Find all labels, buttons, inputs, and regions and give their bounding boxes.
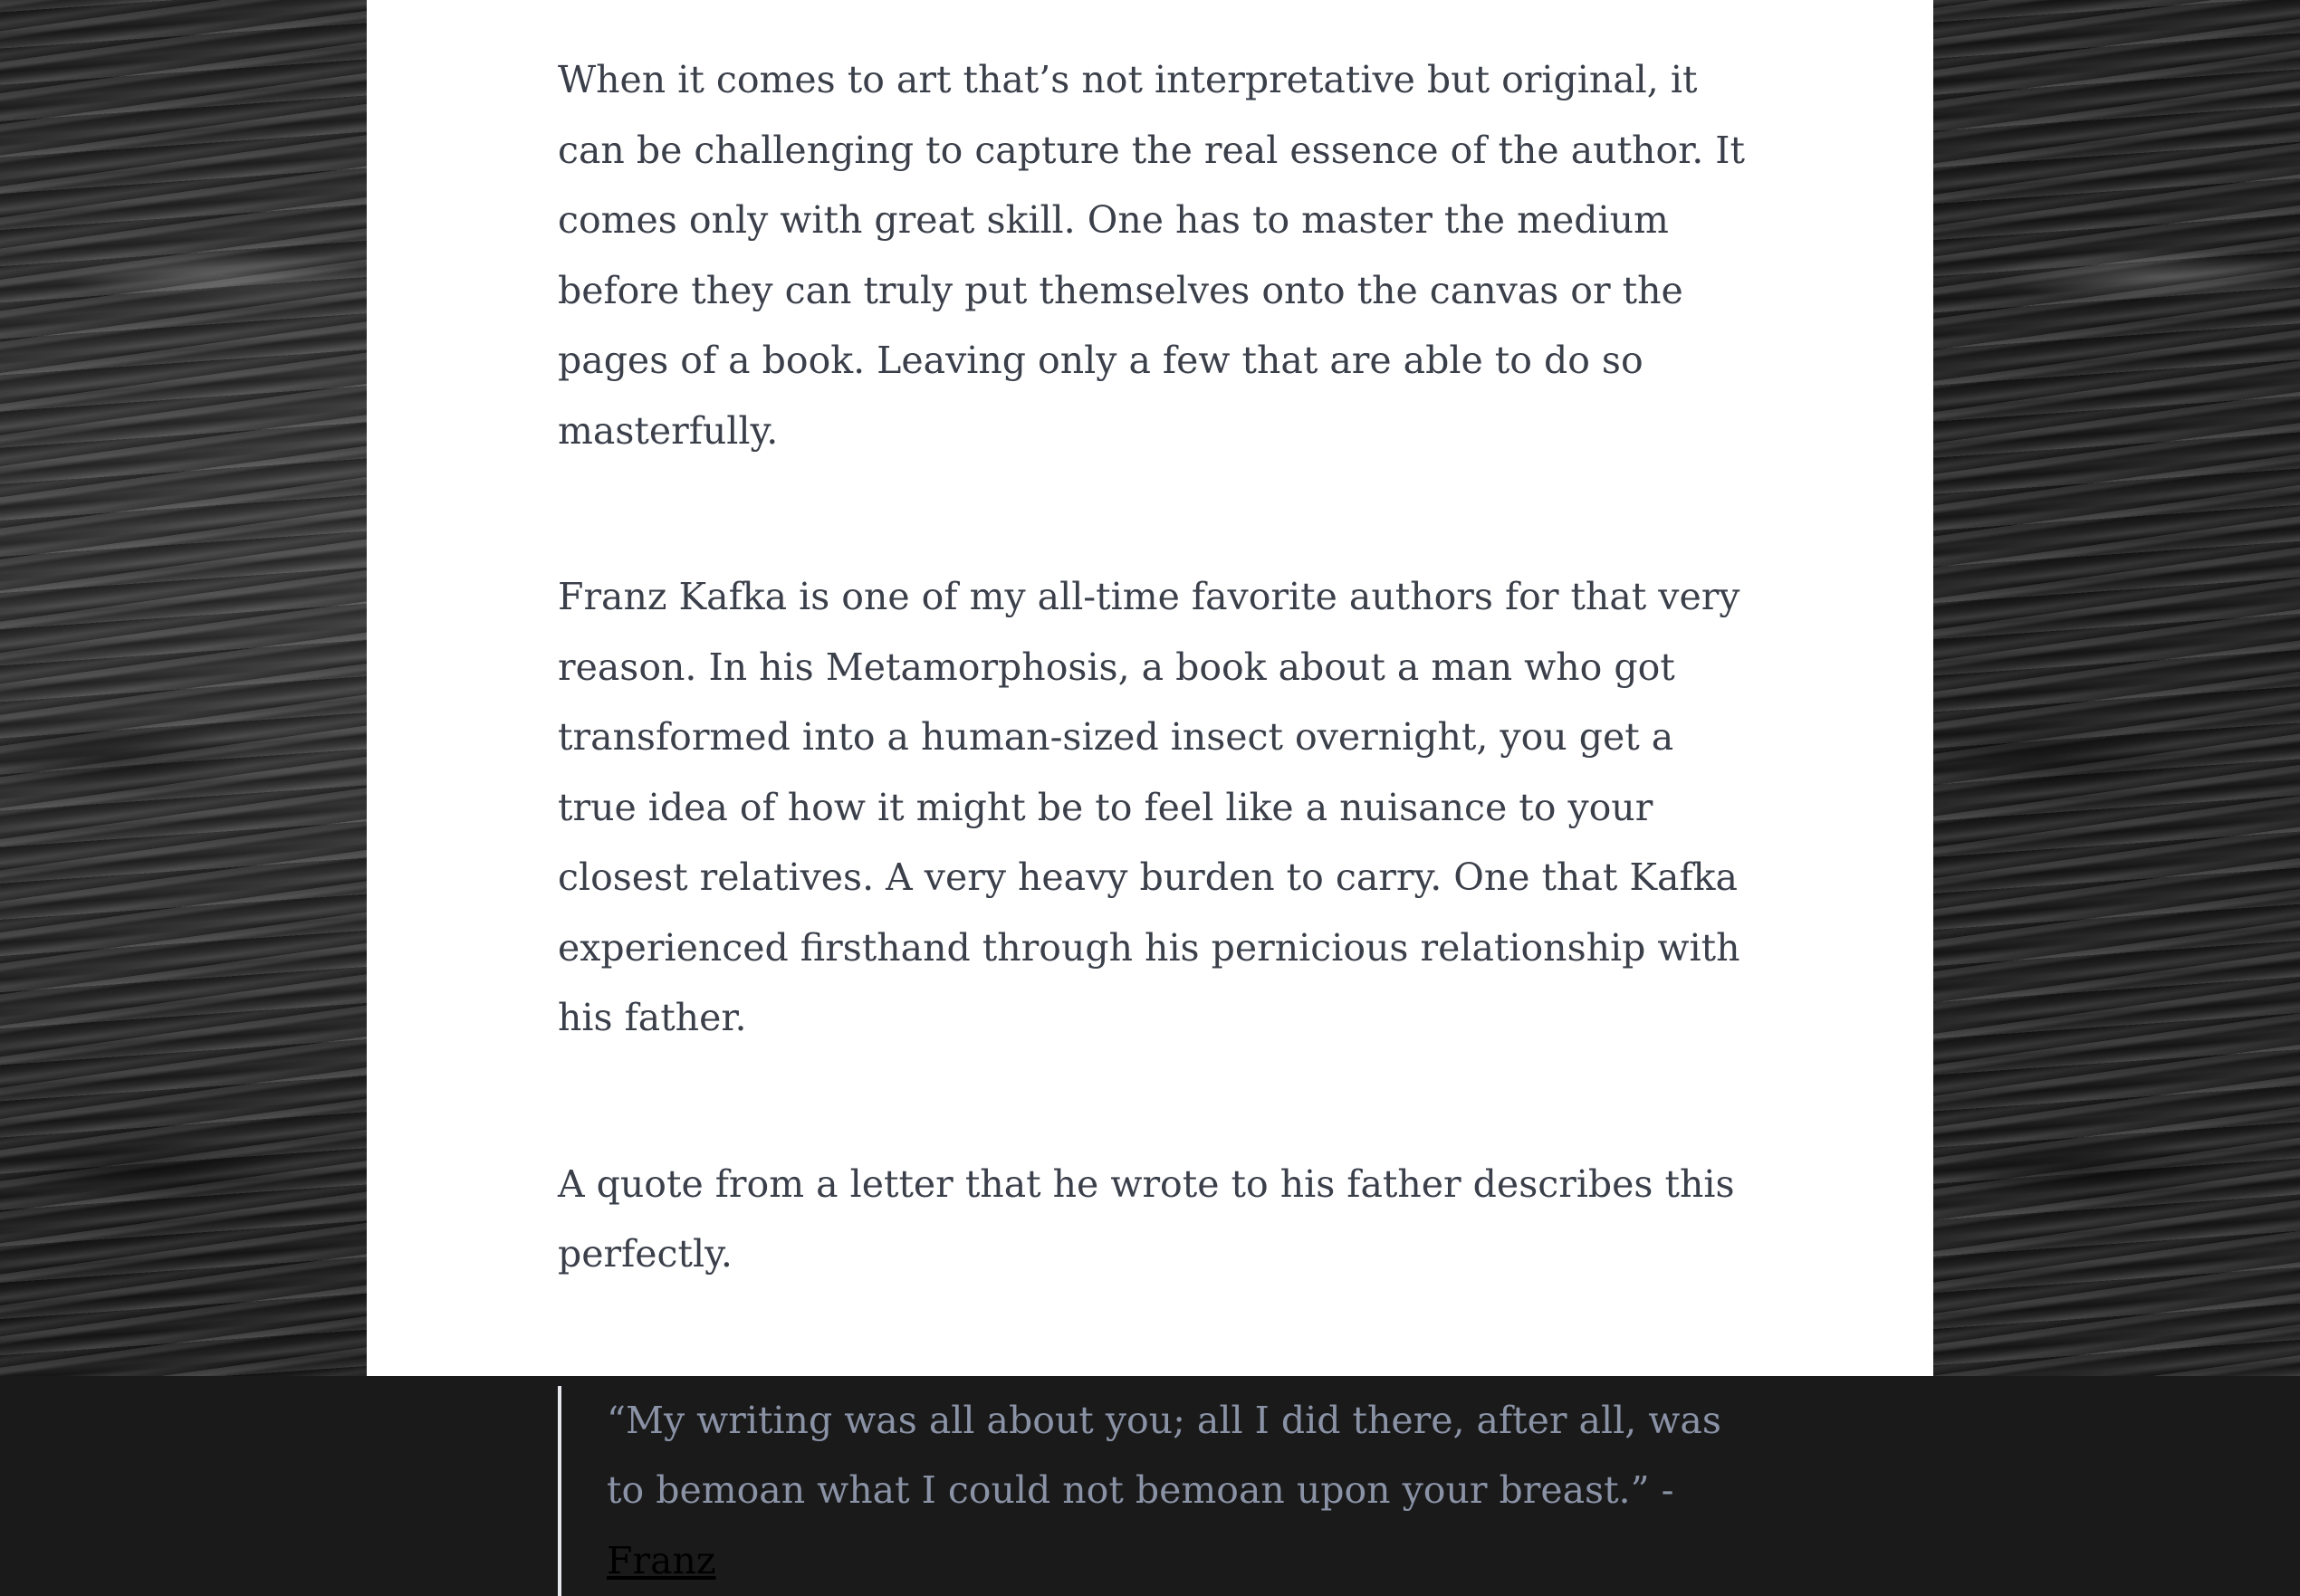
blockquote	[558, 1386, 1753, 1596]
content-panel	[367, 0, 1933, 1376]
paragraph-1: When it comes to art that’s not interpretative but original, it can be challenging to capture the real essence of the author. It comes only with great skill. One has to master the medium before they can truly put themselves onto the canvas or the pages of a book. Leaving only a few that are able to do so masterfully.	[558, 45, 1753, 466]
background-image-left	[0, 0, 367, 1376]
article-body	[558, 45, 1753, 1596]
paragraph-3: A quote from a letter that he wrote to his father describes this perfectly.	[558, 1150, 1753, 1290]
paragraph-2: Franz Kafka is one of my all-time favorite authors for that very reason. In his Metamorphosis, a book about a man who got transformed into a human-sized insect overnight, you get a true idea of how it might be to feel like a nuisance to your closest relatives. A very heavy burden to carry. One that Kafka experienced firsthand through his pernicious relationship with his father.	[558, 562, 1753, 1054]
quote-author-link[interactable]: Franz	[607, 1539, 716, 1582]
quote-text: “My writing was all about you; all I did there, after all, was to bemoan what I could not bemoan upon your breast.” -	[607, 1399, 1721, 1513]
background-image-right	[1933, 0, 2300, 1376]
